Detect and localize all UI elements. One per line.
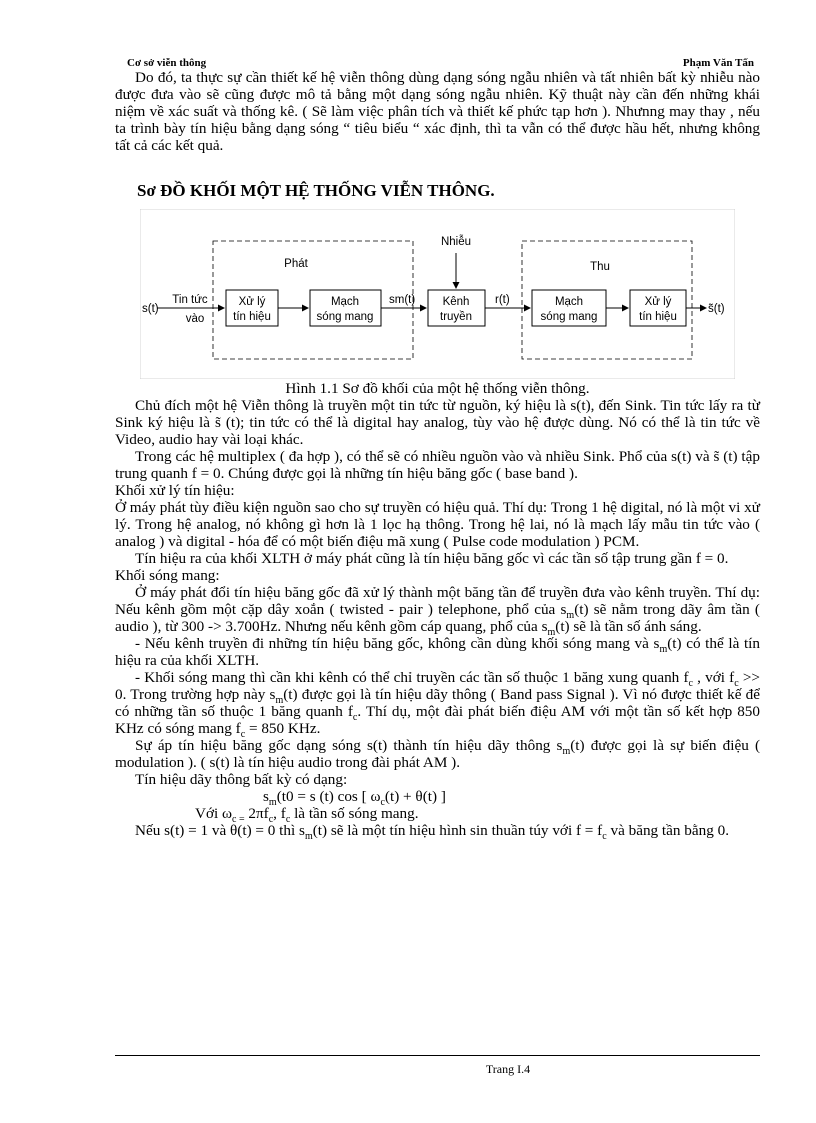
header-right: Phạm Văn Tấn: [682, 57, 754, 69]
bandpass-formula: $s_m(t0 = s$ (t) cos [ $\omega_c(t) + \theta(t)$ ]: [263, 788, 446, 809]
transmitter-label: Phát: [284, 258, 308, 270]
input-label-2: vào: [185, 313, 205, 325]
block2-line1: Mạch: [330, 296, 360, 308]
block-diagram-svg: [140, 209, 735, 379]
paragraph-10: Nếu s(t) = 1 và θ(t) = 0 thì $s_m(t)$ sẽ là một tín hiệu hình sin thuần túy với $f = f_c$ và băng tần bằng 0.: [135, 822, 729, 843]
page-number: Trang I.4: [485, 1062, 531, 1076]
rt-label: r(t): [495, 294, 510, 306]
page-content: [115, 69, 760, 843]
figure-caption: Hình 1.1 Sơ đồ khối của một hệ thống viễn thông.: [285, 380, 590, 397]
paragraph-5: Ở máy phát đổi tín hiệu băng gốc đã xử lý thành một băng tần để truyền đưa vào kênh truyền. Thí dụ: Nếu kênh gồm một cặp dây xoắn ( twisted - pair ) telephone, phổ của $s_m(t)$ sẽ nằm trong dãy âm tần ( audio ), từ 300 -> 3.700Hz. Nhưng nếu kênh gồm cáp quang, phổ của $s_m(t)$ sẽ là tần số ánh sáng.: [115, 584, 760, 639]
subheading-carrier: Khối sóng mang:: [115, 567, 220, 584]
paragraph-3: Ở máy phát tùy điều kiện nguồn sao cho sự truyền có hiệu quả. Thí dụ: Trong 1 hệ digital, nó là một vi xử lý. Trong hệ analog, nó không gì hơn là 1 lọc hạ thông. Trong hệ lai, nó là mạch lấy mẫu tin tức vào ( analog ) và digital - hóa để có một biến điệu mã xung ( Pulse code modulation ) PCM.: [115, 499, 760, 550]
sm-label: sm(t): [389, 294, 416, 306]
paragraph-2: Trong các hệ multiplex ( đa hợp ), có thể sẽ có nhiều nguồn vào và nhiều Sink. Phổ của s(t) và s̃ (t) tập trung quanh f = 0. Chúng được gọi là những tín hiệu băng gốc ( base band ).: [115, 448, 760, 482]
paragraph-9: Tín hiệu dãy thông bất kỳ có dạng:: [135, 771, 348, 788]
paragraph-4: Tín hiệu ra của khối XLTH ở máy phát cũng là tín hiệu băng gốc vì các tần số tập trung gần f = 0.: [135, 550, 729, 567]
paragraph-1: Chủ đích một hệ Viễn thông là truyền một tin tức từ nguồn, ký hiệu là s(t), đến Sink. Tin tức lấy ra từ Sink ký hiệu là s̃ (t); tin tức có thể là digital hay analog, tùy vào hệ được dùng. Nó có thể là tin tức về Video, audio hay vài loại khác.: [115, 397, 760, 448]
output-signal-label: s̃(t): [708, 303, 725, 315]
block5-line2: tín hiệu: [639, 311, 677, 323]
footer-rule: [115, 1055, 760, 1056]
block4-line1: Mạch: [554, 296, 584, 308]
input-label-1: Tin tức: [172, 294, 208, 306]
block3-line2: truyền: [440, 311, 472, 323]
block4-line2: sóng mang: [540, 311, 598, 323]
paragraph-6: - Nếu kênh truyền đi những tín hiệu băng gốc, không cần dùng khối sóng mang và $s_m(t)$ có thể là tín hiệu ra của khối XLTH.: [115, 635, 760, 669]
block1-line2: tín hiệu: [233, 311, 271, 323]
block3-line1: Kênh: [442, 296, 470, 308]
input-signal-label: s(t): [142, 303, 159, 315]
intro-paragraph: Do đó, ta thực sự cần thiết kế hệ viễn thông dùng dạng sóng ngẫu nhiên và tất nhiên bất kỳ nhiễu nào được đưa vào sẽ cũng được mô tả bằng một dạng sóng ngẫu nhiên. Kỹ thuật này cần đến những khái niệm về xác suất và thống kê. ( Sẽ làm việc phân tích và thiết kế phức tạp hơn ). Nhưnng may thay , nếu ta trình bày tín hiệu bằng dạng sóng “ tiêu biểu “ xác định, thì ta vẫn có thể được hầu hết, nhưng không tất cả các kết quả.: [115, 69, 760, 154]
carrier-formula: Với $\omega_{c =}$ $2\pi f_c$, $f_c$ là tần số sóng mang.: [195, 805, 419, 826]
header-left: Cơ sở viễn thông: [127, 57, 207, 69]
block-diagram: [140, 209, 735, 379]
paragraph-8: Sự áp tín hiệu băng gốc dạng sóng s(t) thành tín hiệu dãy thông $s_m(t)$ được gọi là sự biến điệu ( modulation ). ( s(t) là tín hiệu audio trong đài phát AM ).: [115, 737, 760, 771]
block1-line1: Xử lý: [238, 296, 266, 308]
block5-line1: Xử lý: [644, 296, 672, 308]
receiver-label: Thu: [590, 261, 610, 273]
noise-label: Nhiễu: [440, 236, 472, 248]
diagram-frame: [140, 209, 735, 379]
section-title: Sơ ĐỒ KHỐI MỘT HỆ THỐNG VIỄN THÔNG.: [137, 181, 495, 200]
block2-line2: sóng mang: [316, 311, 374, 323]
paragraph-7: - Khối sóng mang thì cần khi kênh có thể chỉ truyền các tần số thuộc 1 băng xung quanh $f_c$ , với $f_c >> 0$. Trong trường hợp này $s_m(t)$ được gọi là tín hiệu dãy thông ( Band pass Signal ). Vì nó được thiết kế để có những tần số thuộc 1 băng quanh $f_c$. Thí dụ, một đài phát biến điệu AM với một tần số kết hợp 850 KHz có sóng mang $f_c = 850$ KHz.: [115, 669, 760, 741]
subheading-signal-processing: Khối xử lý tín hiệu:: [115, 482, 235, 499]
